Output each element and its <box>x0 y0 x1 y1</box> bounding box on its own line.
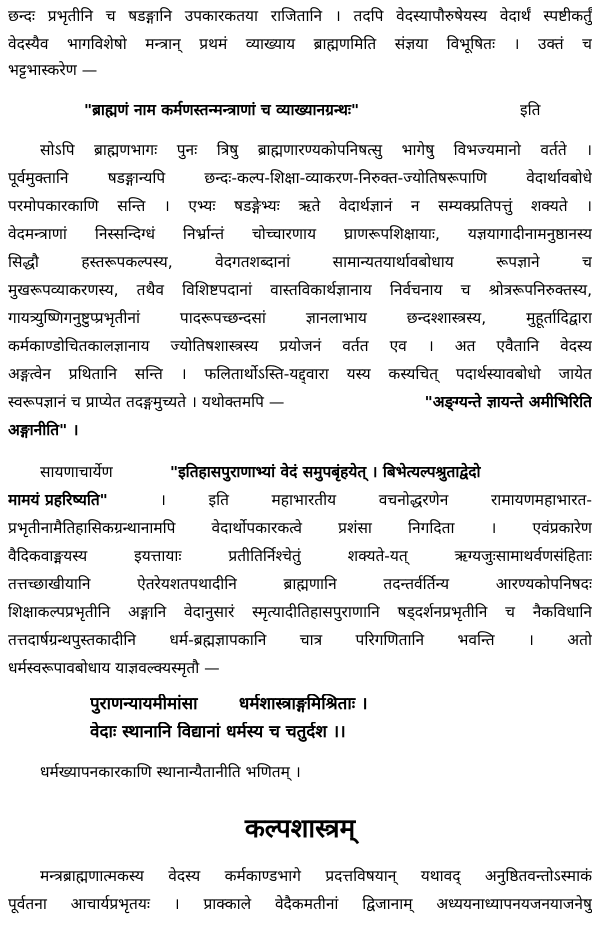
text-line: शिक्षाकल्पप्रभृतीनि अङ्गानि वेदानुसारं स्मृत्यादीतिहासपुराणानि षड्दर्शनप्रभृतीनि च नैकविधानि <box>8 603 592 621</box>
text-line: सोऽपि ब्राह्मणभागः पुनः त्रिषु ब्राह्मणारण्यकोपनिषत्सु भागेषु विभज्यमानो वर्तते । <box>40 141 592 159</box>
quote-line: अङ्गानीति" । <box>8 421 79 439</box>
text-line: सायणाचार्येण <box>40 463 113 481</box>
quote-line: "अङ्ग्यन्ते ज्ञायन्ते अमीभिरिति <box>424 393 592 411</box>
text-line: । इति महाभारतीय वचनोद्धरणेन रामायणमहाभारत- <box>160 491 592 509</box>
text-line: कर्मकाण्डोचितकालज्ञानाय ज्योतिषशास्त्रस्य प्रयोजनं वर्तत एव । अत एवैतानि वेदस्य <box>8 337 592 355</box>
section-heading: कल्पशास्त्रम् <box>244 814 356 844</box>
text-line: धर्मस्वरूपावबोधाय याज्ञवल्क्यस्मृतौ — <box>8 659 220 677</box>
text-line: गायत्र्युष्णिगनुष्टुप्प्रभृतीनां पादरूपच्छन्दसां ज्ञानलाभाय छन्दश्शास्त्रस्य, मुहूर्तादिद्वारा <box>8 309 592 327</box>
text-line: धर्मख्यापनकारकाणि स्थानान्यैतानीति भणितम् । <box>40 763 301 781</box>
verse-line: वेदाः स्थानानि विद्यानां धर्मस्य च चतुर्दश ।। <box>90 722 346 742</box>
text-line: प्रभृतीनामैतिहासिकग्रन्थानामपि वेदार्थोपकारकत्वे प्रशंसा निगदिता । एवंप्रकारेण <box>8 519 592 537</box>
text-line: अङ्गत्वेन प्रथितानि सन्ति । फलितार्थोऽस्ति-यद्द्वारा यस्य कस्यचित् पदार्थस्यावबोधो जायेत <box>8 365 592 383</box>
text-line: मन्त्रब्राह्मणात्मकस्य वेदस्य कर्मकाण्डभागे प्रदत्तविषयान् यथावद् अनुष्ठितवन्तोऽस्माकं <box>40 867 592 885</box>
text-line: सिद्धौ हस्तरूपकल्पस्य, वेदगतशब्दानां सामान्यतयार्थावबोधाय रूपज्ञाने च <box>8 253 592 271</box>
text-line: छन्दः प्रभृतीनि च षडङ्गानि उपकारकतया राजितानि । तदपि वेदस्यापौरुषेयस्य वेदार्थं स्पष्टीकर्तुं <box>8 7 592 25</box>
text-line: स्वरूपज्ञानं च प्राप्येत तदङ्गमुच्यते । यथोक्तमपि — <box>8 393 285 411</box>
text-line: वैदिकवाङ्मयस्य इयत्तायाः प्रतीतिर्निश्चेतुं शक्यते-यत् ऋग्यजुःसामाथर्वणसंहिताः <box>8 547 592 565</box>
text-line: परमोपकारकाणि सन्ति । एभ्यः षडङ्गेभ्यः ऋते वेदार्थज्ञानं न सम्यक्प्रतिपत्तुं शक्यते । <box>8 197 592 215</box>
text-line: वेदस्यैव भागविशेषो मन्त्रान् प्रथमं व्याख्याय ब्राह्मणमिति संज्ञया विभूषितः । उक्तं च <box>8 35 592 53</box>
text-line: भट्टभास्करेण — <box>8 61 98 79</box>
text-line: इति <box>520 101 541 119</box>
text-line: पूर्वमुक्तानि षडङ्गान्यपि छन्दः-कल्प-शिक्षा-व्याकरण-निरुक्त-ज्योतिषरूपाणि वेदार्थावबोधे <box>8 169 592 187</box>
quote-line: "ब्राह्मणं नाम कर्मणस्तन्मन्त्राणां च व्याख्यानग्रन्थः" <box>84 101 360 119</box>
text-line: पूर्वतना आचार्यप्रभृतयः । प्राक्काले वेदैकमतीनां द्विजानाम् अध्ययनाध्यापनयजनयाजनेषु <box>8 895 592 913</box>
verse-line: पुराणन्यायमीमांसा धर्मशास्त्राङ्गमिश्रिताः । <box>90 694 368 714</box>
text-line: तत्तदार्षग्रन्थपुस्तकादीनि धर्म-ब्रह्मज्ञापकानि चात्र परिगणितानि भवन्ति । अतो <box>8 631 592 649</box>
text-line: तत्तच्छाखीयानि ऐतरेयशतपथादीनि ब्राह्मणानि तदन्तर्वर्तिन्य आरण्यकोपनिषदः <box>8 575 592 593</box>
quote-line: "इतिहासपुराणाभ्यां वेदं समुपबृंहयेत् । बिभेत्यल्पश्रुताद्वेदो <box>170 463 481 481</box>
text-line: मुखरूपव्याकरणस्य, तथैव विशिष्टपदानां वास्तविकार्थज्ञानाय निर्वचनाय च श्रोत्ररूपनिरुक्तस्य, <box>8 281 592 299</box>
quote-line: मामयं प्रहरिष्यति" <box>8 491 108 509</box>
text-line: वेदमन्त्राणां निस्सन्दिग्धं निर्भ्रान्तं चोच्चारणाय घ्राणरूपशिक्षायाः, यज्ञयागादीनामनुष्ठानस्य <box>8 225 592 243</box>
